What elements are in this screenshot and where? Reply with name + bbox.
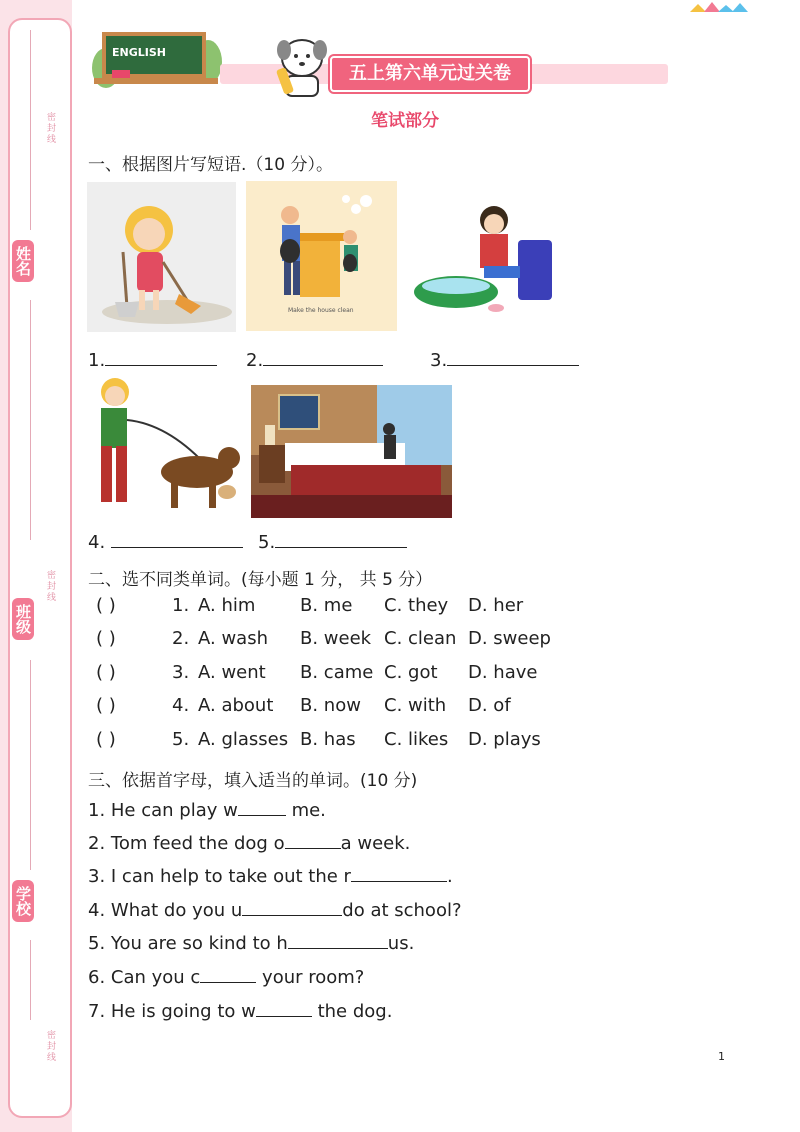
puppy-mascot	[272, 30, 332, 100]
publisher-logo	[688, 0, 752, 14]
option-c: C. got	[384, 662, 438, 683]
picture-caption: Make the house clean	[288, 307, 354, 314]
fill-blank[interactable]	[200, 968, 256, 983]
question-number: 1.	[172, 595, 190, 616]
section3-heading: 三、依据首字母，填入适当的单词。(10 分)	[88, 771, 418, 791]
seal-text: 密封线	[45, 112, 55, 145]
option-a: A. wash	[198, 628, 268, 649]
page-title: 五上第六单元过关卷	[330, 56, 530, 92]
picture-sweep-floor	[87, 182, 236, 332]
section2-heading: 二、选不同类单词。(每小题 1 分， 共 5 分）	[88, 570, 433, 590]
fill-blank[interactable]	[242, 901, 342, 916]
option-b: B. me	[300, 595, 353, 616]
fill-sentence-7: 7. He is going to w the dog.	[88, 1001, 393, 1022]
school-label: 学校	[12, 880, 34, 922]
picture-walk-dog	[87, 374, 244, 519]
option-c: C. with	[384, 695, 447, 716]
fill-blank[interactable]	[288, 934, 388, 949]
fill-sentence-5: 5. You are so kind to h us.	[88, 933, 415, 954]
answer-line-5[interactable]: 5.	[258, 532, 407, 553]
fill-line	[30, 660, 31, 870]
chalkboard-text: ENGLISH	[112, 46, 166, 59]
fill-blank[interactable]	[238, 801, 286, 816]
fill-blank[interactable]	[256, 1002, 312, 1017]
answer-line-3[interactable]: 3.	[430, 350, 579, 371]
answer-line-1[interactable]: 1.	[88, 350, 217, 371]
section1-heading: 一、根据图片写短语.（10 分）。	[88, 155, 333, 175]
seal-text: 密封线	[45, 1030, 55, 1063]
page-number: 1	[718, 1050, 725, 1063]
name-label: 姓名	[12, 240, 34, 282]
fill-sentence-2: 2. Tom feed the dog o a week.	[88, 833, 411, 854]
binding-margin-inner	[8, 18, 72, 1118]
option-a: A. him	[198, 595, 256, 616]
class-label: 班级	[12, 598, 34, 640]
option-d: D. plays	[468, 729, 541, 750]
option-b: B. came	[300, 662, 374, 683]
picture-bedroom	[251, 385, 452, 518]
fill-blank[interactable]	[351, 867, 447, 882]
option-d: D. her	[468, 595, 524, 616]
choice-paren[interactable]: ( )	[96, 729, 116, 750]
choice-paren[interactable]: ( )	[96, 628, 116, 649]
option-d: D. have	[468, 662, 538, 683]
option-c: C. they	[384, 595, 449, 616]
question-number: 2.	[172, 628, 190, 649]
option-c: C. likes	[384, 729, 449, 750]
option-a: A. went	[198, 662, 266, 683]
choice-paren[interactable]: ( )	[96, 595, 116, 616]
fill-sentence-4: 4. What do you u do at school?	[88, 900, 462, 921]
fill-line	[30, 300, 31, 540]
answer-line-4[interactable]: 4.	[88, 532, 243, 553]
question-number: 4.	[172, 695, 190, 716]
answer-line-2[interactable]: 2.	[246, 350, 383, 371]
fill-blank[interactable]	[285, 834, 341, 849]
fill-sentence-3: 3. I can help to take out the r .	[88, 866, 453, 887]
choice-paren[interactable]: ( )	[96, 662, 116, 683]
fill-line	[30, 940, 31, 1020]
option-a: A. glasses	[198, 729, 289, 750]
picture-take-out-rubbish	[246, 181, 397, 331]
fill-line	[30, 30, 31, 230]
option-b: B. now	[300, 695, 361, 716]
fill-sentence-1: 1. He can play w me.	[88, 800, 326, 821]
question-number: 3.	[172, 662, 190, 683]
option-d: D. of	[468, 695, 511, 716]
option-b: B. has	[300, 729, 356, 750]
seal-text: 密封线	[45, 570, 55, 603]
question-number: 5.	[172, 729, 190, 750]
option-b: B. week	[300, 628, 372, 649]
option-c: C. clean	[384, 628, 457, 649]
option-a: A. about	[198, 695, 274, 716]
page-subtitle: 笔试部分	[371, 111, 439, 131]
choice-paren[interactable]: ( )	[96, 695, 116, 716]
picture-wash-clothes	[410, 196, 558, 320]
option-d: D. sweep	[468, 628, 551, 649]
fill-sentence-6: 6. Can you c your room?	[88, 967, 365, 988]
